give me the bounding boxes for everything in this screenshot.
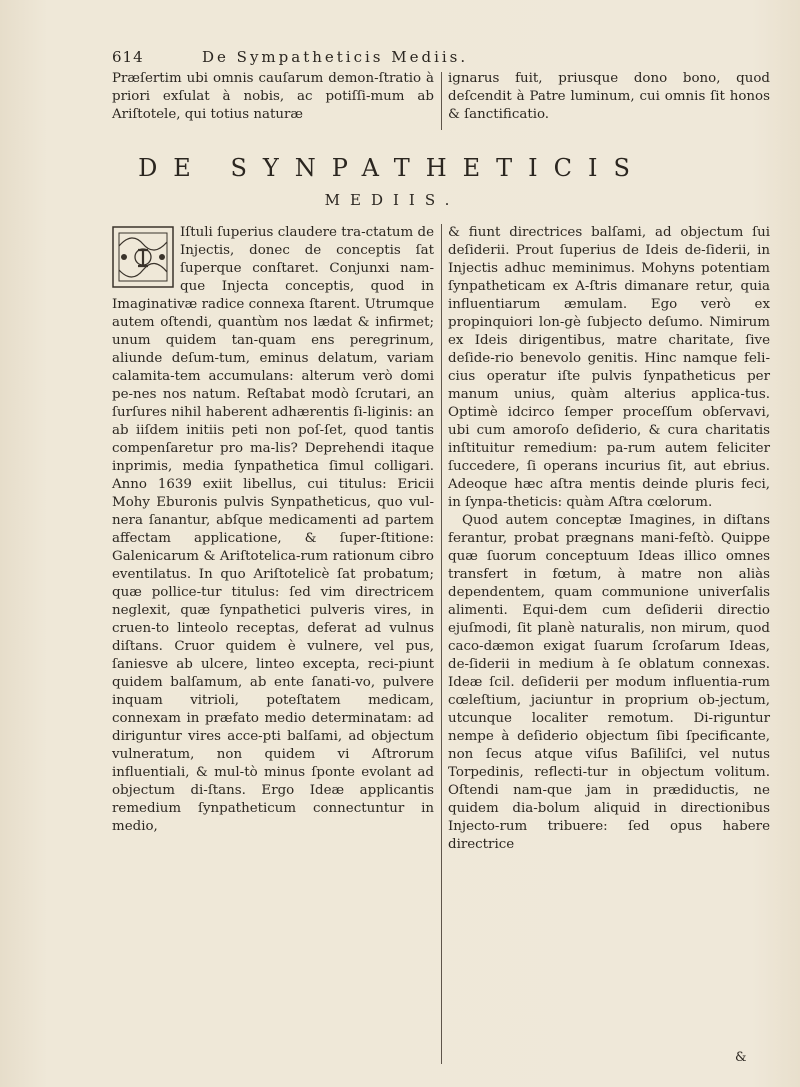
body-left-column [112, 224, 434, 836]
column-divider-top [441, 72, 442, 130]
column-divider-body [441, 224, 442, 1064]
top-left-text: Præſertim ubi omnis cauſarum demon-ſtratio à priori exſulat à nobis, ac potiſſi-mum ab Ariſtotele, qui totius naturæ [112, 71, 434, 122]
top-left-column [112, 70, 434, 124]
body-right-paragraph-2: Quod autem conceptæ Imagines, in diſtans ferantur, probat prægnans mani-feſtò. Quippe quæ ſuorum conceptuum Ideas illico omnes transfert in fœtum, à matre non aliàs dependentem, quam communione univerſalis alimenti. Equi-dem cum deſiderii directio ejuſmodi, ſit planè naturalis, non mirum, quod caco-dæmon exigat ſuarum ſcroſarum Ideas, de-ſiderii in medium à ſe oblatum connexas. Ideæ ſcil. deſiderii per modum influentia-rum cœleſtium, jaciuntur in proprium ob-jectum, utcunque localiter remotum. Di-riguntur nempe à deſiderio objectum ſibi ſpecificante, non ſecus atque viſus Baſiliſci, vel nutus Torpedinis, reflecti-tur in objectum volitum. Oſtendi nam-que jam in prædiductis, ne quidem dia-bolum aliquid in directionibus Injecto-rum tribuere: ſed opus habere directrice [448, 513, 770, 852]
top-right-column [448, 70, 770, 124]
top-right-text: ignarus fuit, priusque dono bono, quod deſcendit à Patre luminum, cui omnis ſit honos & ſanctificatio. [448, 71, 770, 122]
section-subheading: MEDIIS. [324, 191, 460, 209]
body-right-paragraph-1: & fiunt directrices balſami, ad objectum ſui deſiderii. Prout ſuperius de Ideis de-ſiderii, in Injectis adhuc meminimus. Mohyns potentiam ſynpatheticam ex A-ſtris dimanare retur, quia influentiarum æmulam. Ego verò ex propinquiori lon-gè ſubjecto deſumo. Nimirum ex Ideis dirigentibus, matre charitate, ſive deſide-rio benevolo genitis. Hinc namque feli-cius operatur iſte pulvis ſynpatheticus per manum unius, quàm alterius applica-tus. Optimè idcirco ſemper proceſſum obſervavi, ubi cum amoroſo deſiderio, & cura charitatis inſtituitur remedium: pa-rum autem feliciter ſuccedere, ſi operans incurius ſit, aut ebrius. Adeoque hæc aſtra mentis deinde pluris feci, in ſynpa-theticis: quàm Aſtra cœlorum. [448, 225, 770, 510]
section-heading: DE SYNPATHETICIS [138, 154, 646, 182]
ornamental-initial-icon [112, 226, 174, 288]
running-title: De Sympatheticis Mediis. [202, 48, 469, 66]
page-number: 614 [112, 48, 144, 66]
body-left-paragraph: Iſtuli ſuperius claudere tra-ctatum de Injectis, donec de conceptis ſat ſuperque conſtaret. Conjunxi nam-que Injecta conceptis, quod in Imaginativæ radice connexa ſtarent. Utrumque autem oſtendi, quantùm nos lædat & infirmet; unum quidem tan-quam ens peregrinum, aliunde deſum-tum, eminus delatum, variam calamita-tem accumulans: alterum verò domi pe-nes nos natum. Reſtabat modò ſcrutari, an ſurſures nihil haberent adhærentis ſi-liginis: an ab iiſdem initiis peti non poſ-ſet, quod tantis compenſaretur pro ma-lis? Deprehendi itaque inprimis, media ſynpathetica ſimul colligari. Anno 1639 exiit libellus, cui titulus: Ericii Mohy Eburonis pulvis Synpatheticus, quo vul-nera ſanantur, abſque medicamenti ad partem affectam applicatione, & ſuper-ſtitione: Galenicarum & Ariſtotelica-rum rationum cibro eventilatus. In quo Ariſtotelicè ſat probatum; quæ pollice-tur titulus: ſed vim directricem neglexit, quæ ſynpathetici pulveris vires, in cruen-to linteolo receptas, deferat ad vulnus diſtans. Cruor quidem è vulnere, vel pus, ſaniesve ab ulcere, linteo excepta, reci-piunt quidem balſamum, ab ente ſanati-vo, pulvere inquam vitrioli, poteſtatem medicam, connexam in præfato medio determinatam: ad diriguntur vires acce-pti balſami, ad objectum vulneratum, non quidem vi Aſtrorum influentiali, & mul-tò minus ſponte evolant ad objectum di-ſtans. Ergo Ideæ applicantis remedium ſynpatheticum connectuntur in medio, [112, 225, 434, 834]
body-right-column [448, 224, 770, 854]
catchword: & [735, 1050, 747, 1065]
